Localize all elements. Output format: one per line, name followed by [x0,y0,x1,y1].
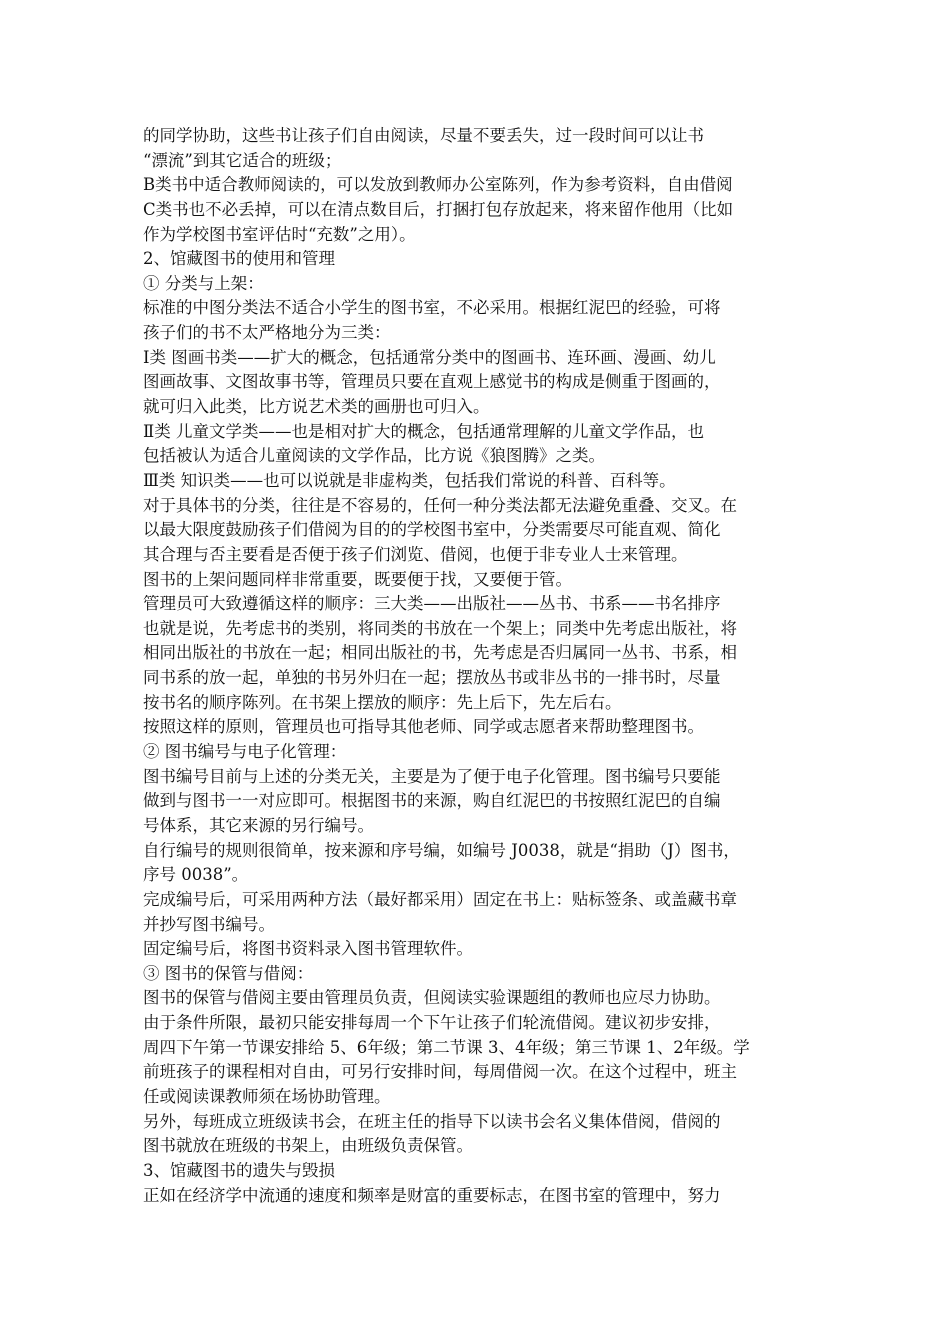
text-line: ① 分类与上架： [143,273,264,293]
text-line: ③ 图书的保管与借阅： [143,963,314,983]
text-line: 序号 0038”。 [143,865,249,885]
text-line: 标准的中图分类法不适合小学生的图书室，不必采用。根据红泥巴的经验，可将 [143,298,721,318]
text-line: ② 图书编号与电子化管理： [143,742,347,762]
text-line: 周四下午第一节课安排给 5、6年级；第二节课 3、4年级；第三节课 1、2年级。学 [143,1037,750,1057]
text-line: 相同出版社的书放在一起；相同出版社的书，先考虑是否归属同一丛书、书系，相 [143,643,737,663]
text-line: 图书的上架问题同样非常重要，既要便于找，又要便于管。 [143,569,572,589]
text-line: 前班孩子的课程相对自由，可另行安排时间，每周借阅一次。在这个过程中，班主 [143,1062,737,1082]
text-line: 图画故事、文图故事书等，管理员只要在直观上感觉书的构成是侧重于图画的， [143,372,721,392]
text-line: 对于具体书的分类，往往是不容易的，任何一种分类法都无法避免重叠、交叉。在 [143,495,737,515]
text-line: Ⅰ类 图画书类——扩大的概念，包括通常分类中的图画书、连环画、漫画、幼儿 [143,347,716,367]
text-line: 另外，每班成立班级读书会，在班主任的指导下以读书会名义集体借阅，借阅的 [143,1111,721,1131]
text-line: Ⅱ类 儿童文学类——也是相对扩大的概念，包括通常理解的儿童文学作品，也 [143,421,704,441]
document-body [143,124,813,1208]
text-line: 完成编号后，可采用两种方法（最好都采用）固定在书上：贴标签条、或盖藏书章 [143,889,737,909]
text-line: 按照这样的原则，管理员也可指导其他老师、同学或志愿者来帮助整理图书。 [143,717,704,737]
text-line: 也就是说，先考虑书的类别，将同类的书放在一个架上；同类中先考虑出版社，将 [143,618,737,638]
text-line: 就可归入此类，比方说艺术类的画册也可归入。 [143,397,490,417]
text-line: 图书编号目前与上述的分类无关，主要是为了便于电子化管理。图书编号只要能 [143,766,721,786]
text-line: 自行编号的规则很简单，按来源和序号编，如编号 J0038，就是“捐助（J）图书， [143,840,740,860]
text-line: 做到与图书一一对应即可。根据图书的来源，购自红泥巴的书按照红泥巴的自编 [143,791,721,811]
text-line: 任或阅读课教师须在场协助管理。 [143,1086,391,1106]
text-line: 图书的保管与借阅主要由管理员负责，但阅读实验课题组的教师也应尽力协助。 [143,988,721,1008]
text-line: C类书也不必丢掉，可以在清点数目后，打捆打包存放起来，将来留作他用（比如 [143,199,734,219]
text-line: 固定编号后，将图书资料录入图书管理软件。 [143,939,473,959]
text-line: 2、馆藏图书的使用和管理 [143,249,335,269]
text-line: 管理员可大致遵循这样的顺序：三大类——出版社——丛书、书系——书名排序 [143,594,721,614]
text-line: 以最大限度鼓励孩子们借阅为目的的学校图书室中，分类需要尽可能直观、简化 [143,520,721,540]
text-line: 孩子们的书不太严格地分为三类： [143,323,391,343]
text-line: 正如在经济学中流通的速度和频率是财富的重要标志，在图书室的管理中，努力 [143,1185,721,1205]
text-line: 的同学协助，这些书让孩子们自由阅读，尽量不要丢失，过一段时间可以让书 [143,126,704,145]
text-line: 3、馆藏图书的遗失与毁损 [143,1160,335,1180]
text-line: B类书中适合教师阅读的，可以发放到教师办公室陈列，作为参考资料，自由借阅 [143,175,733,195]
text-line: 包括被认为适合儿童阅读的文学作品，比方说《狼图腾》之类。 [143,446,605,466]
text-line: “漂流”到其它适合的班级； [143,150,342,170]
text-line: 其合理与否主要看是否便于孩子们浏览、借阅，也便于非专业人士来管理。 [143,544,688,564]
text-line: 号体系，其它来源的另行编号。 [143,815,374,835]
text-line: 图书就放在班级的书架上，由班级负责保管。 [143,1136,473,1156]
text-line: 由于条件所限，最初只能安排每周一个下午让孩子们轮流借阅。建议初步安排， [143,1013,721,1033]
text-line: 同书系的放一起，单独的书另外归在一起；摆放丛书或非丛书的一排书时，尽量 [143,668,721,688]
text-line: 按书名的顺序陈列。在书架上摆放的顺序：先上后下，先左后右。 [143,692,622,712]
text-line: Ⅲ类 知识类——也可以说就是非虚构类，包括我们常说的科普、百科等。 [143,470,676,490]
text-line: 作为学校图书室评估时“充数”之用）。 [143,224,416,244]
text-line: 并抄写图书编号。 [143,914,275,934]
